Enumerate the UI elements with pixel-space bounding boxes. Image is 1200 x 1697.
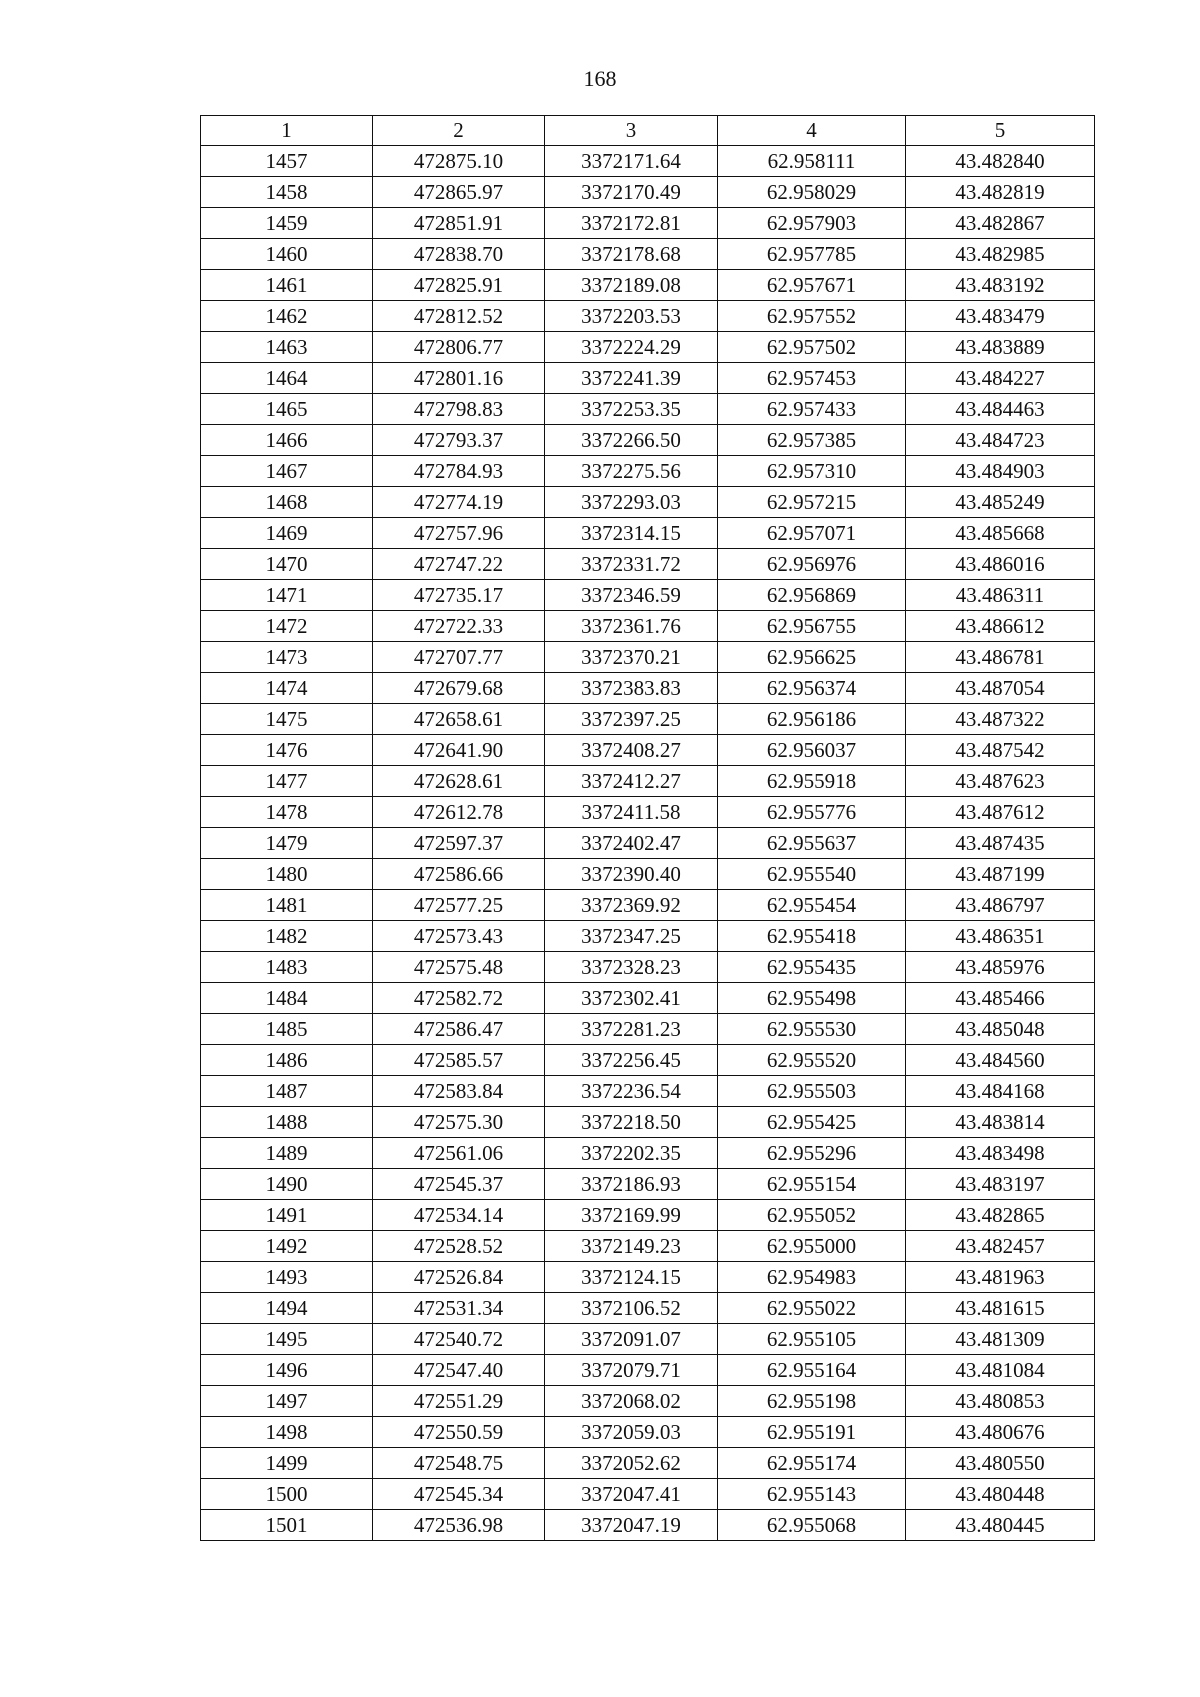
table-cell: 43.487623: [906, 766, 1095, 797]
table-row: [201, 952, 1095, 983]
column-header-4: 4: [718, 116, 906, 146]
table-cell: 62.956755: [718, 611, 906, 642]
table-cell: 1492: [201, 1231, 373, 1262]
table-cell: 472528.52: [373, 1231, 545, 1262]
table-cell: 62.955105: [718, 1324, 906, 1355]
table-cell: 472540.72: [373, 1324, 545, 1355]
table-cell: 1489: [201, 1138, 373, 1169]
table-row: [201, 1355, 1095, 1386]
table-cell: 3372079.71: [545, 1355, 718, 1386]
table-cell: 62.955918: [718, 766, 906, 797]
table-cell: 1499: [201, 1448, 373, 1479]
table-cell: 3372178.68: [545, 239, 718, 270]
table-row: [201, 642, 1095, 673]
table-cell: 43.485668: [906, 518, 1095, 549]
table-cell: 472577.25: [373, 890, 545, 921]
table-cell: 3372059.03: [545, 1417, 718, 1448]
table-cell: 62.957502: [718, 332, 906, 363]
table-cell: 1463: [201, 332, 373, 363]
table-cell: 3372106.52: [545, 1293, 718, 1324]
table-cell: 1490: [201, 1169, 373, 1200]
table-cell: 62.956625: [718, 642, 906, 673]
table-cell: 62.955052: [718, 1200, 906, 1231]
table-cell: 62.957215: [718, 487, 906, 518]
table-cell: 472865.97: [373, 177, 545, 208]
table-cell: 3372218.50: [545, 1107, 718, 1138]
table-cell: 3372091.07: [545, 1324, 718, 1355]
table-row: [201, 921, 1095, 952]
table-cell: 43.485976: [906, 952, 1095, 983]
table-cell: 472583.84: [373, 1076, 545, 1107]
table-cell: 3372346.59: [545, 580, 718, 611]
table-cell: 1500: [201, 1479, 373, 1510]
table-cell: 43.483479: [906, 301, 1095, 332]
table-row: [201, 239, 1095, 270]
table-cell: 1494: [201, 1293, 373, 1324]
table-cell: 43.482457: [906, 1231, 1095, 1262]
table-cell: 62.955418: [718, 921, 906, 952]
table-cell: 43.485249: [906, 487, 1095, 518]
table-cell: 3372370.21: [545, 642, 718, 673]
table-cell: 472658.61: [373, 704, 545, 735]
table-cell: 62.956374: [718, 673, 906, 704]
table-cell: 3372361.76: [545, 611, 718, 642]
table-cell: 43.482865: [906, 1200, 1095, 1231]
table-cell: 1501: [201, 1510, 373, 1541]
table-cell: 3372328.23: [545, 952, 718, 983]
table-row: [201, 177, 1095, 208]
table-cell: 43.485466: [906, 983, 1095, 1014]
table-cell: 472586.66: [373, 859, 545, 890]
table-row: [201, 549, 1095, 580]
table-cell: 1465: [201, 394, 373, 425]
table-cell: 472722.33: [373, 611, 545, 642]
table-cell: 3372293.03: [545, 487, 718, 518]
table-cell: 62.957310: [718, 456, 906, 487]
table-cell: 3372047.41: [545, 1479, 718, 1510]
table-cell: 3372169.99: [545, 1200, 718, 1231]
table-cell: 62.957433: [718, 394, 906, 425]
table-cell: 472747.22: [373, 549, 545, 580]
table-cell: 472545.34: [373, 1479, 545, 1510]
table-cell: 472575.48: [373, 952, 545, 983]
table-cell: 472735.17: [373, 580, 545, 611]
table-cell: 3372390.40: [545, 859, 718, 890]
table-cell: 1462: [201, 301, 373, 332]
table-cell: 62.955143: [718, 1479, 906, 1510]
table-row: [201, 890, 1095, 921]
table-cell: 1480: [201, 859, 373, 890]
table-cell: 1478: [201, 797, 373, 828]
table-cell: 3372186.93: [545, 1169, 718, 1200]
table-cell: 1459: [201, 208, 373, 239]
table-cell: 43.483197: [906, 1169, 1095, 1200]
table-cell: 472757.96: [373, 518, 545, 549]
table-cell: 1472: [201, 611, 373, 642]
table-cell: 43.480550: [906, 1448, 1095, 1479]
table-cell: 472575.30: [373, 1107, 545, 1138]
table-row: [201, 828, 1095, 859]
table-cell: 3372331.72: [545, 549, 718, 580]
table-cell: 62.956037: [718, 735, 906, 766]
table-cell: 3372383.83: [545, 673, 718, 704]
table-row: [201, 859, 1095, 890]
table-cell: 62.955503: [718, 1076, 906, 1107]
table-cell: 62.957071: [718, 518, 906, 549]
table-row: [201, 735, 1095, 766]
table-cell: 1469: [201, 518, 373, 549]
table-cell: 62.955435: [718, 952, 906, 983]
table-cell: 62.955454: [718, 890, 906, 921]
table-cell: 3372275.56: [545, 456, 718, 487]
table-cell: 62.957903: [718, 208, 906, 239]
table-cell: 3372302.41: [545, 983, 718, 1014]
table-cell: 43.486781: [906, 642, 1095, 673]
table-cell: 43.484463: [906, 394, 1095, 425]
table-cell: 43.481084: [906, 1355, 1095, 1386]
table-row: [201, 580, 1095, 611]
table-cell: 43.484168: [906, 1076, 1095, 1107]
table-cell: 62.957671: [718, 270, 906, 301]
table-row: [201, 766, 1095, 797]
table-cell: 43.487435: [906, 828, 1095, 859]
table-cell: 43.487199: [906, 859, 1095, 890]
table-cell: 1495: [201, 1324, 373, 1355]
table-row: [201, 1200, 1095, 1231]
table-row: [201, 270, 1095, 301]
table-cell: 472586.47: [373, 1014, 545, 1045]
table-cell: 472536.98: [373, 1510, 545, 1541]
table-cell: 472793.37: [373, 425, 545, 456]
table-cell: 43.486351: [906, 921, 1095, 952]
table-cell: 3372124.15: [545, 1262, 718, 1293]
table-row: [201, 1479, 1095, 1510]
table-cell: 43.483814: [906, 1107, 1095, 1138]
table-cell: 62.958111: [718, 146, 906, 177]
table-cell: 1487: [201, 1076, 373, 1107]
table-cell: 43.480445: [906, 1510, 1095, 1541]
table-cell: 472531.34: [373, 1293, 545, 1324]
table-cell: 3372256.45: [545, 1045, 718, 1076]
table-cell: 472548.75: [373, 1448, 545, 1479]
table-cell: 3372189.08: [545, 270, 718, 301]
table-cell: 1460: [201, 239, 373, 270]
table-cell: 3372172.81: [545, 208, 718, 239]
table-cell: 62.955520: [718, 1045, 906, 1076]
table-cell: 43.483889: [906, 332, 1095, 363]
table-cell: 472825.91: [373, 270, 545, 301]
table-cell: 1481: [201, 890, 373, 921]
table-cell: 472875.10: [373, 146, 545, 177]
table-cell: 62.955000: [718, 1231, 906, 1262]
table-cell: 62.958029: [718, 177, 906, 208]
table-row: [201, 611, 1095, 642]
table-cell: 62.955164: [718, 1355, 906, 1386]
table-cell: 62.957385: [718, 425, 906, 456]
table-cell: 472812.52: [373, 301, 545, 332]
table-cell: 3372068.02: [545, 1386, 718, 1417]
table-cell: 62.957453: [718, 363, 906, 394]
table-row: [201, 1417, 1095, 1448]
table-cell: 3372047.19: [545, 1510, 718, 1541]
table-cell: 3372253.35: [545, 394, 718, 425]
table-cell: 3372408.27: [545, 735, 718, 766]
table-cell: 3372052.62: [545, 1448, 718, 1479]
table-cell: 1497: [201, 1386, 373, 1417]
table-cell: 1464: [201, 363, 373, 394]
table-cell: 3372314.15: [545, 518, 718, 549]
table-cell: 472707.77: [373, 642, 545, 673]
table-cell: 3372369.92: [545, 890, 718, 921]
table-cell: 3372411.58: [545, 797, 718, 828]
table-row: [201, 1510, 1095, 1541]
table-cell: 1493: [201, 1262, 373, 1293]
table-cell: 472526.84: [373, 1262, 545, 1293]
table-cell: 62.957785: [718, 239, 906, 270]
table-row: [201, 1231, 1095, 1262]
table-row: [201, 146, 1095, 177]
table-cell: 3372171.64: [545, 146, 718, 177]
column-header-5: 5: [906, 116, 1095, 146]
table-cell: 1498: [201, 1417, 373, 1448]
table-cell: 1488: [201, 1107, 373, 1138]
table-row: [201, 983, 1095, 1014]
table-cell: 472545.37: [373, 1169, 545, 1200]
table-row: [201, 1386, 1095, 1417]
table-cell: 43.480448: [906, 1479, 1095, 1510]
table-cell: 43.480853: [906, 1386, 1095, 1417]
table-cell: 1470: [201, 549, 373, 580]
table-cell: 472838.70: [373, 239, 545, 270]
table-cell: 43.484560: [906, 1045, 1095, 1076]
table-cell: 1475: [201, 704, 373, 735]
table-cell: 43.487542: [906, 735, 1095, 766]
table-cell: 1457: [201, 146, 373, 177]
table-cell: 3372347.25: [545, 921, 718, 952]
table-cell: 3372203.53: [545, 301, 718, 332]
table-row: [201, 456, 1095, 487]
table-cell: 472798.83: [373, 394, 545, 425]
table-cell: 43.481615: [906, 1293, 1095, 1324]
table-cell: 62.957552: [718, 301, 906, 332]
table-cell: 62.955191: [718, 1417, 906, 1448]
table-cell: 3372281.23: [545, 1014, 718, 1045]
table-cell: 1491: [201, 1200, 373, 1231]
column-header-2: 2: [373, 116, 545, 146]
table-row: [201, 1045, 1095, 1076]
table-row: [201, 1262, 1095, 1293]
table-cell: 43.481963: [906, 1262, 1095, 1293]
table-cell: 1471: [201, 580, 373, 611]
table-cell: 1461: [201, 270, 373, 301]
table-cell: 1486: [201, 1045, 373, 1076]
table-cell: 43.486797: [906, 890, 1095, 921]
table-cell: 472679.68: [373, 673, 545, 704]
table-cell: 62.955022: [718, 1293, 906, 1324]
table-cell: 43.483192: [906, 270, 1095, 301]
table-cell: 62.954983: [718, 1262, 906, 1293]
table-cell: 472550.59: [373, 1417, 545, 1448]
table-row: [201, 1076, 1095, 1107]
table-cell: 62.955296: [718, 1138, 906, 1169]
table-row: [201, 394, 1095, 425]
table-cell: 43.487612: [906, 797, 1095, 828]
table-cell: 43.486311: [906, 580, 1095, 611]
table-cell: 43.482819: [906, 177, 1095, 208]
page-number: 168: [583, 66, 617, 91]
table-cell: 43.485048: [906, 1014, 1095, 1045]
table-cell: 472774.19: [373, 487, 545, 518]
table-cell: 62.955198: [718, 1386, 906, 1417]
table-cell: 62.955776: [718, 797, 906, 828]
table-cell: 1483: [201, 952, 373, 983]
table-row: [201, 487, 1095, 518]
table-cell: 3372202.35: [545, 1138, 718, 1169]
table-cell: 3372170.49: [545, 177, 718, 208]
table-cell: 62.955068: [718, 1510, 906, 1541]
table-cell: 472628.61: [373, 766, 545, 797]
table-cell: 43.487322: [906, 704, 1095, 735]
table-cell: 1473: [201, 642, 373, 673]
table-cell: 1477: [201, 766, 373, 797]
table-row: [201, 673, 1095, 704]
table-cell: 43.482840: [906, 146, 1095, 177]
table-cell: 43.487054: [906, 673, 1095, 704]
table-cell: 62.955154: [718, 1169, 906, 1200]
table-cell: 472806.77: [373, 332, 545, 363]
table-cell: 472801.16: [373, 363, 545, 394]
table-row: [201, 1014, 1095, 1045]
table-body: [201, 146, 1095, 1541]
table-cell: 3372236.54: [545, 1076, 718, 1107]
table-cell: 43.481309: [906, 1324, 1095, 1355]
table-cell: 1466: [201, 425, 373, 456]
column-header-3: 3: [545, 116, 718, 146]
table-cell: 3372241.39: [545, 363, 718, 394]
table-cell: 62.955498: [718, 983, 906, 1014]
table-cell: 472534.14: [373, 1200, 545, 1231]
table-cell: 1496: [201, 1355, 373, 1386]
table-cell: 43.484723: [906, 425, 1095, 456]
table-cell: 62.955174: [718, 1448, 906, 1479]
table-row: [201, 1107, 1095, 1138]
table-cell: 472612.78: [373, 797, 545, 828]
table-cell: 1467: [201, 456, 373, 487]
table-cell: 472597.37: [373, 828, 545, 859]
table-cell: 62.955540: [718, 859, 906, 890]
table-cell: 62.955637: [718, 828, 906, 859]
table-cell: 43.484903: [906, 456, 1095, 487]
table-cell: 1484: [201, 983, 373, 1014]
table-cell: 43.483498: [906, 1138, 1095, 1169]
table-cell: 3372266.50: [545, 425, 718, 456]
table-cell: 472784.93: [373, 456, 545, 487]
table-cell: 3372149.23: [545, 1231, 718, 1262]
table-header-row: [201, 116, 1095, 146]
table-cell: 472551.29: [373, 1386, 545, 1417]
table-row: [201, 301, 1095, 332]
table-cell: 1479: [201, 828, 373, 859]
table-cell: 43.482985: [906, 239, 1095, 270]
table-cell: 62.956869: [718, 580, 906, 611]
table-cell: 1474: [201, 673, 373, 704]
table-cell: 43.482867: [906, 208, 1095, 239]
table-row: [201, 1324, 1095, 1355]
table-cell: 3372402.47: [545, 828, 718, 859]
table-cell: 1476: [201, 735, 373, 766]
table-cell: 3372397.25: [545, 704, 718, 735]
table-row: [201, 363, 1095, 394]
table-cell: 62.955530: [718, 1014, 906, 1045]
table-cell: 472561.06: [373, 1138, 545, 1169]
table-row: [201, 518, 1095, 549]
table-row: [201, 704, 1095, 735]
table-row: [201, 332, 1095, 363]
table-cell: 43.486016: [906, 549, 1095, 580]
table-row: [201, 797, 1095, 828]
table-row: [201, 208, 1095, 239]
table-cell: 472851.91: [373, 208, 545, 239]
table-row: [201, 1448, 1095, 1479]
table-cell: 43.486612: [906, 611, 1095, 642]
table-cell: 1485: [201, 1014, 373, 1045]
table-row: [201, 1138, 1095, 1169]
table-cell: 62.955425: [718, 1107, 906, 1138]
table-cell: 1458: [201, 177, 373, 208]
column-header-1: 1: [201, 116, 373, 146]
table-cell: 1468: [201, 487, 373, 518]
table-cell: 1482: [201, 921, 373, 952]
coordinates-table: [200, 115, 1095, 1541]
table-cell: 472641.90: [373, 735, 545, 766]
table-cell: 62.956976: [718, 549, 906, 580]
table-cell: 43.480676: [906, 1417, 1095, 1448]
table-cell: 472582.72: [373, 983, 545, 1014]
table-cell: 43.484227: [906, 363, 1095, 394]
table-cell: 3372412.27: [545, 766, 718, 797]
table-cell: 3372224.29: [545, 332, 718, 363]
table-cell: 472547.40: [373, 1355, 545, 1386]
table-cell: 62.956186: [718, 704, 906, 735]
table-row: [201, 1169, 1095, 1200]
table-cell: 472585.57: [373, 1045, 545, 1076]
table-row: [201, 1293, 1095, 1324]
table-row: [201, 425, 1095, 456]
table-cell: 472573.43: [373, 921, 545, 952]
